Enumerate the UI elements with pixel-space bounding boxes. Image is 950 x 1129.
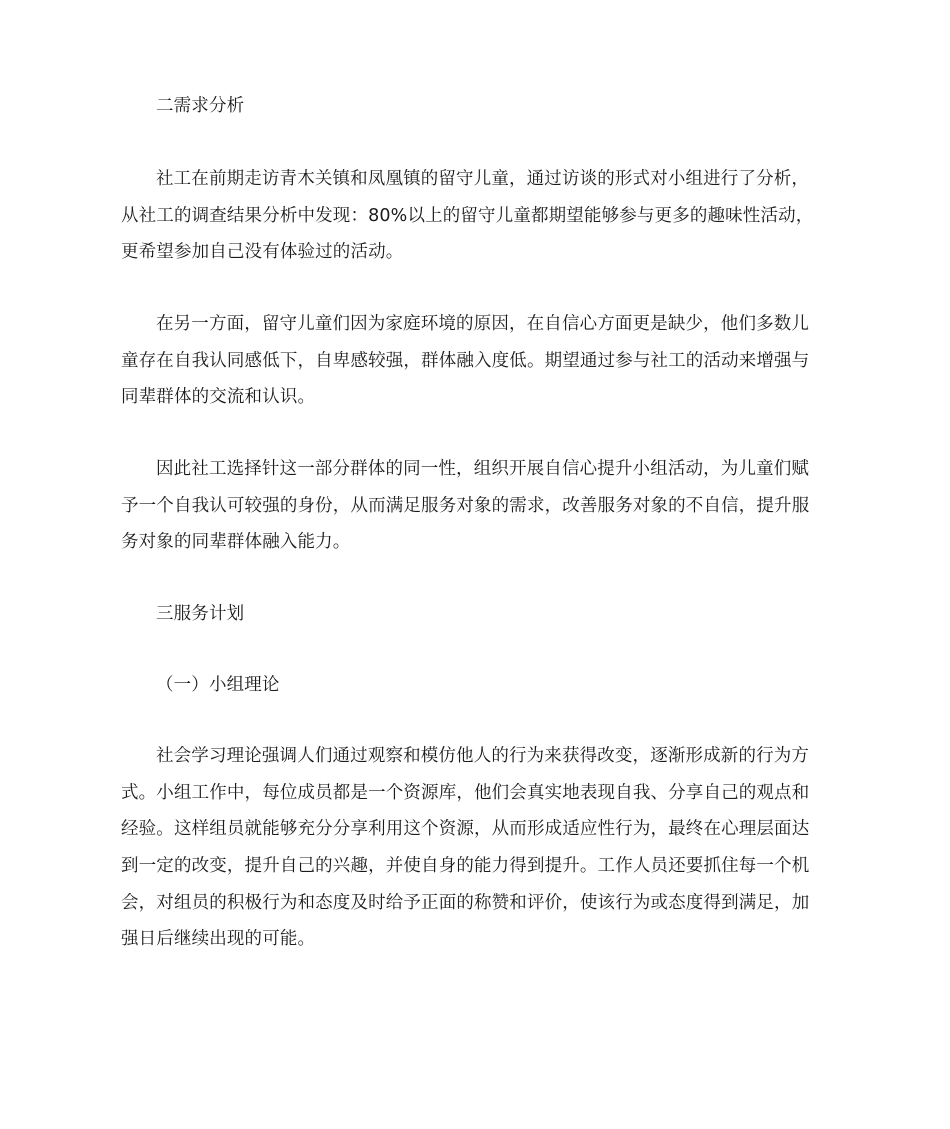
paragraph-line: 童存在自我认同感低下，自卑感较强，群体融入度低。期望通过参与社工的活动来增强与 [121, 351, 810, 371]
paragraph-line: 更希望参加自己没有体验过的活动。 [121, 242, 404, 262]
section-heading-service-plan: 三服务计划 [156, 604, 245, 624]
paragraph-line: 同辈群体的交流和认识。 [121, 387, 316, 407]
paragraph-line: 从社工的调查结果分析中发现：80%以上的留守儿童都期望能够参与更多的趣味性活动， [121, 206, 814, 226]
paragraph-line: 到一定的改变，提升自己的兴趣，并使自身的能力得到提升。工作人员还要抓住每一个机 [121, 856, 810, 876]
paragraph-line: 会，对组员的积极行为和态度及时给予正面的称赞和评价，使该行为或态度得到满足，加 [121, 893, 810, 913]
paragraph-line: 经验。这样组员就能够充分分享利用这个资源，从而形成适应性行为，最终在心理层面达 [121, 819, 810, 839]
paragraph-line: 社会学习理论强调人们通过观察和模仿他人的行为来获得改变，逐渐形成新的行为方 [156, 746, 810, 766]
section-heading-needs-analysis: 二需求分析 [156, 96, 245, 116]
paragraph-line: 式。小组工作中，每位成员都是一个资源库，他们会真实地表现自我、分享自己的观点和 [121, 783, 810, 803]
paragraph-line: 社工在前期走访青木关镇和凤凰镇的留守儿童，通过访谈的形式对小组进行了分析， [156, 169, 810, 189]
paragraph-line: 在另一方面，留守儿童们因为家庭环境的原因，在自信心方面更是缺少，他们多数儿 [156, 314, 810, 334]
paragraph-line: 予一个自我认可较强的身份，从而满足服务对象的需求，改善服务对象的不自信，提升服 [121, 496, 810, 516]
paragraph-line: 务对象的同辈群体融入能力。 [121, 532, 351, 552]
paragraph-line: 强日后继续出现的可能。 [121, 929, 316, 949]
subsection-heading-group-theory: （一）小组理论 [156, 675, 280, 695]
paragraph-line: 因此社工选择针这一部分群体的同一性，组织开展自信心提升小组活动，为儿童们赋 [156, 459, 810, 479]
